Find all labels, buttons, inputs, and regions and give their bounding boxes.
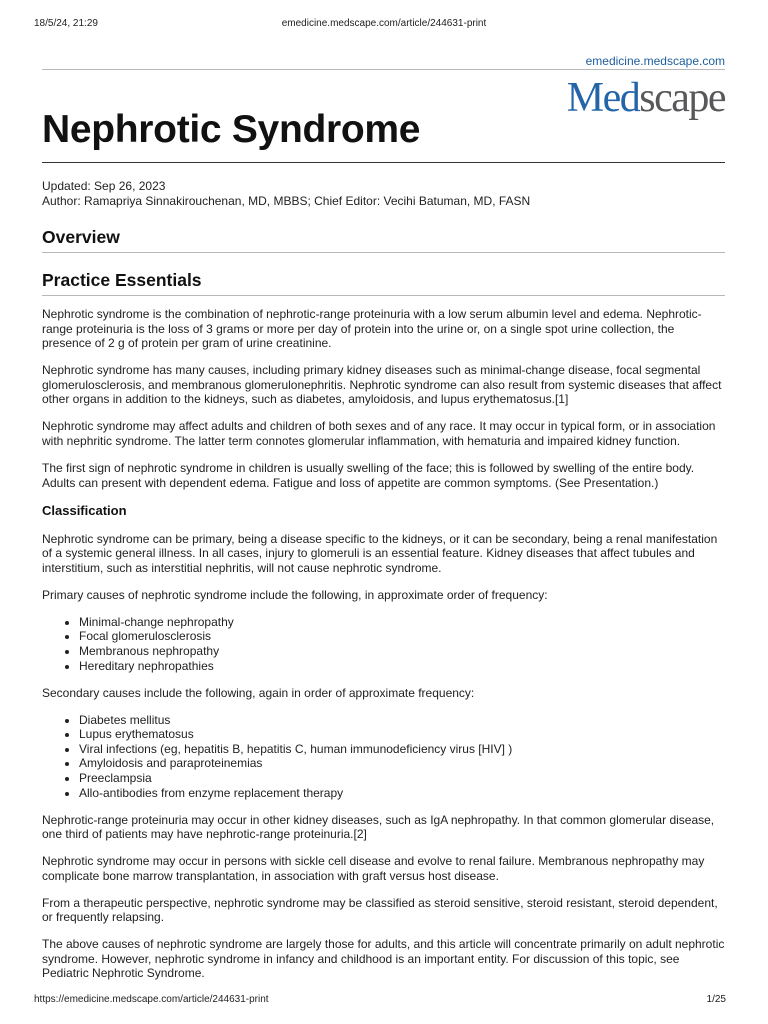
paragraph: Nephrotic syndrome has many causes, including primary kidney diseases such as minimal-change disease, focal segmental glomerulosclerosis, and membranous glomerulonephritis. Nephrotic syndrome can also result from systemic diseases that affect other organs in addition to the kidneys, such as diabetes, amyloidosis, and lupus erythematosus.[1] bbox=[42, 363, 722, 407]
list-item: • Membranous nephropathy bbox=[79, 644, 725, 659]
print-footer-url: https://emedicine.medscape.com/article/244631-print bbox=[34, 994, 269, 1005]
paragraph: Secondary causes include the following, again in order of approximate frequency: bbox=[42, 685, 475, 700]
primary-causes-list bbox=[42, 615, 725, 673]
paragraph: Nephrotic syndrome is the combination of nephrotic-range proteinuria with a low serum albumin level and edema. Nephrotic-range proteinuria is the loss of 3 grams or more per day of protein into the urine or, on a single spot urine collection, the presence of 2 g of protein per gram of urine creatinine. bbox=[42, 307, 702, 351]
page-number: 1/25 bbox=[706, 994, 726, 1005]
paragraph: The first sign of nephrotic syndrome in children is usually swelling of the face; this is followed by swelling of the entire body. Adults can present with dependent edema. Fatigue and loss of appetite are common symptoms. (See Presentation.) bbox=[42, 460, 695, 490]
list-item: • Amyloidosis and paraproteinemias bbox=[79, 756, 725, 771]
page-title: Nephrotic Syndrome bbox=[42, 108, 421, 151]
paragraph: From a therapeutic perspective, nephrotic syndrome may be classified as steroid sensitive, steroid resistant, steroid dependent, or frequently relapsing. bbox=[42, 895, 718, 925]
article-meta bbox=[42, 179, 530, 208]
print-header bbox=[34, 18, 734, 32]
paragraph: Nephrotic syndrome can be primary, being a disease specific to the kidneys, or it can be secondary, being a renal manifestation of a systemic general illness. In all cases, injury to glomeruli is an essential feature. Kidney diseases that affect tubules and interstitium, such as interstitial nephritis, will not cause nephrotic syndrome. bbox=[42, 531, 718, 575]
paragraph: Nephrotic syndrome may occur in persons with sickle cell disease and evolve to renal failure. Membranous nephropathy may complicate bone marrow transplantation, in association with graft versus host disease. bbox=[42, 854, 705, 883]
print-datetime: 18/5/24, 21:29 bbox=[34, 18, 98, 29]
subsection-heading-classification: Classification bbox=[42, 503, 127, 519]
author-line: Author: Ramapriya Sinnakirouchenan, MD, MBBS; Chief Editor: Vecihi Batuman, MD, FASN bbox=[42, 193, 531, 208]
section-heading-practice-essentials: Practice Essentials bbox=[42, 270, 725, 296]
header-divider bbox=[42, 69, 725, 70]
list-item: • Allo-antibodies from enzyme replacement therapy bbox=[79, 786, 725, 801]
paragraph: The above causes of nephrotic syndrome are largely those for adults, and this article will concentrate primarily on adult nephrotic syndrome. However, nephrotic syndrome in infancy and childhood is an important entity. For discussion of this topic, see Pediatric Nephrotic Syndrome. bbox=[42, 937, 725, 981]
logo-med: Med bbox=[566, 75, 640, 121]
site-link[interactable]: emedicine.medscape.com bbox=[585, 54, 725, 68]
title-divider bbox=[42, 162, 725, 163]
list-item: • Focal glomerulosclerosis bbox=[79, 629, 725, 644]
logo-scape: scape bbox=[639, 75, 725, 121]
paragraph: Primary causes of nephrotic syndrome include the following, in approximate order of frequency: bbox=[42, 587, 548, 602]
list-item: • Preeclampsia bbox=[79, 771, 725, 786]
list-item: • Lupus erythematosus bbox=[79, 727, 725, 742]
paragraph: Nephrotic syndrome may affect adults and children of both sexes and of any race. It may occur in typical form, or in association with nephritic syndrome. The latter term connotes glomerular inflammation, with hematuria and impaired kidney function. bbox=[42, 419, 716, 448]
list-item: • Diabetes mellitus bbox=[79, 713, 725, 728]
paragraph: Nephrotic-range proteinuria may occur in other kidney diseases, such as IgA nephropathy. In that common glomerular disease, one third of patients may have nephrotic-range proteinuria.[2] bbox=[42, 812, 715, 842]
print-header-url: emedicine.medscape.com/article/244631-print bbox=[281, 18, 487, 29]
list-item: • Minimal-change nephropathy bbox=[79, 615, 725, 630]
section-heading-overview: Overview bbox=[42, 227, 725, 253]
updated-date: Updated: Sep 26, 2023 bbox=[42, 179, 166, 193]
article-body bbox=[42, 307, 725, 993]
medscape-logo bbox=[567, 76, 725, 120]
list-item: • Viral infections (eg, hepatitis B, hepatitis C, human immunodeficiency virus [HIV] ) bbox=[79, 742, 725, 757]
secondary-causes-list bbox=[42, 713, 725, 801]
list-item: • Hereditary nephropathies bbox=[79, 659, 725, 674]
